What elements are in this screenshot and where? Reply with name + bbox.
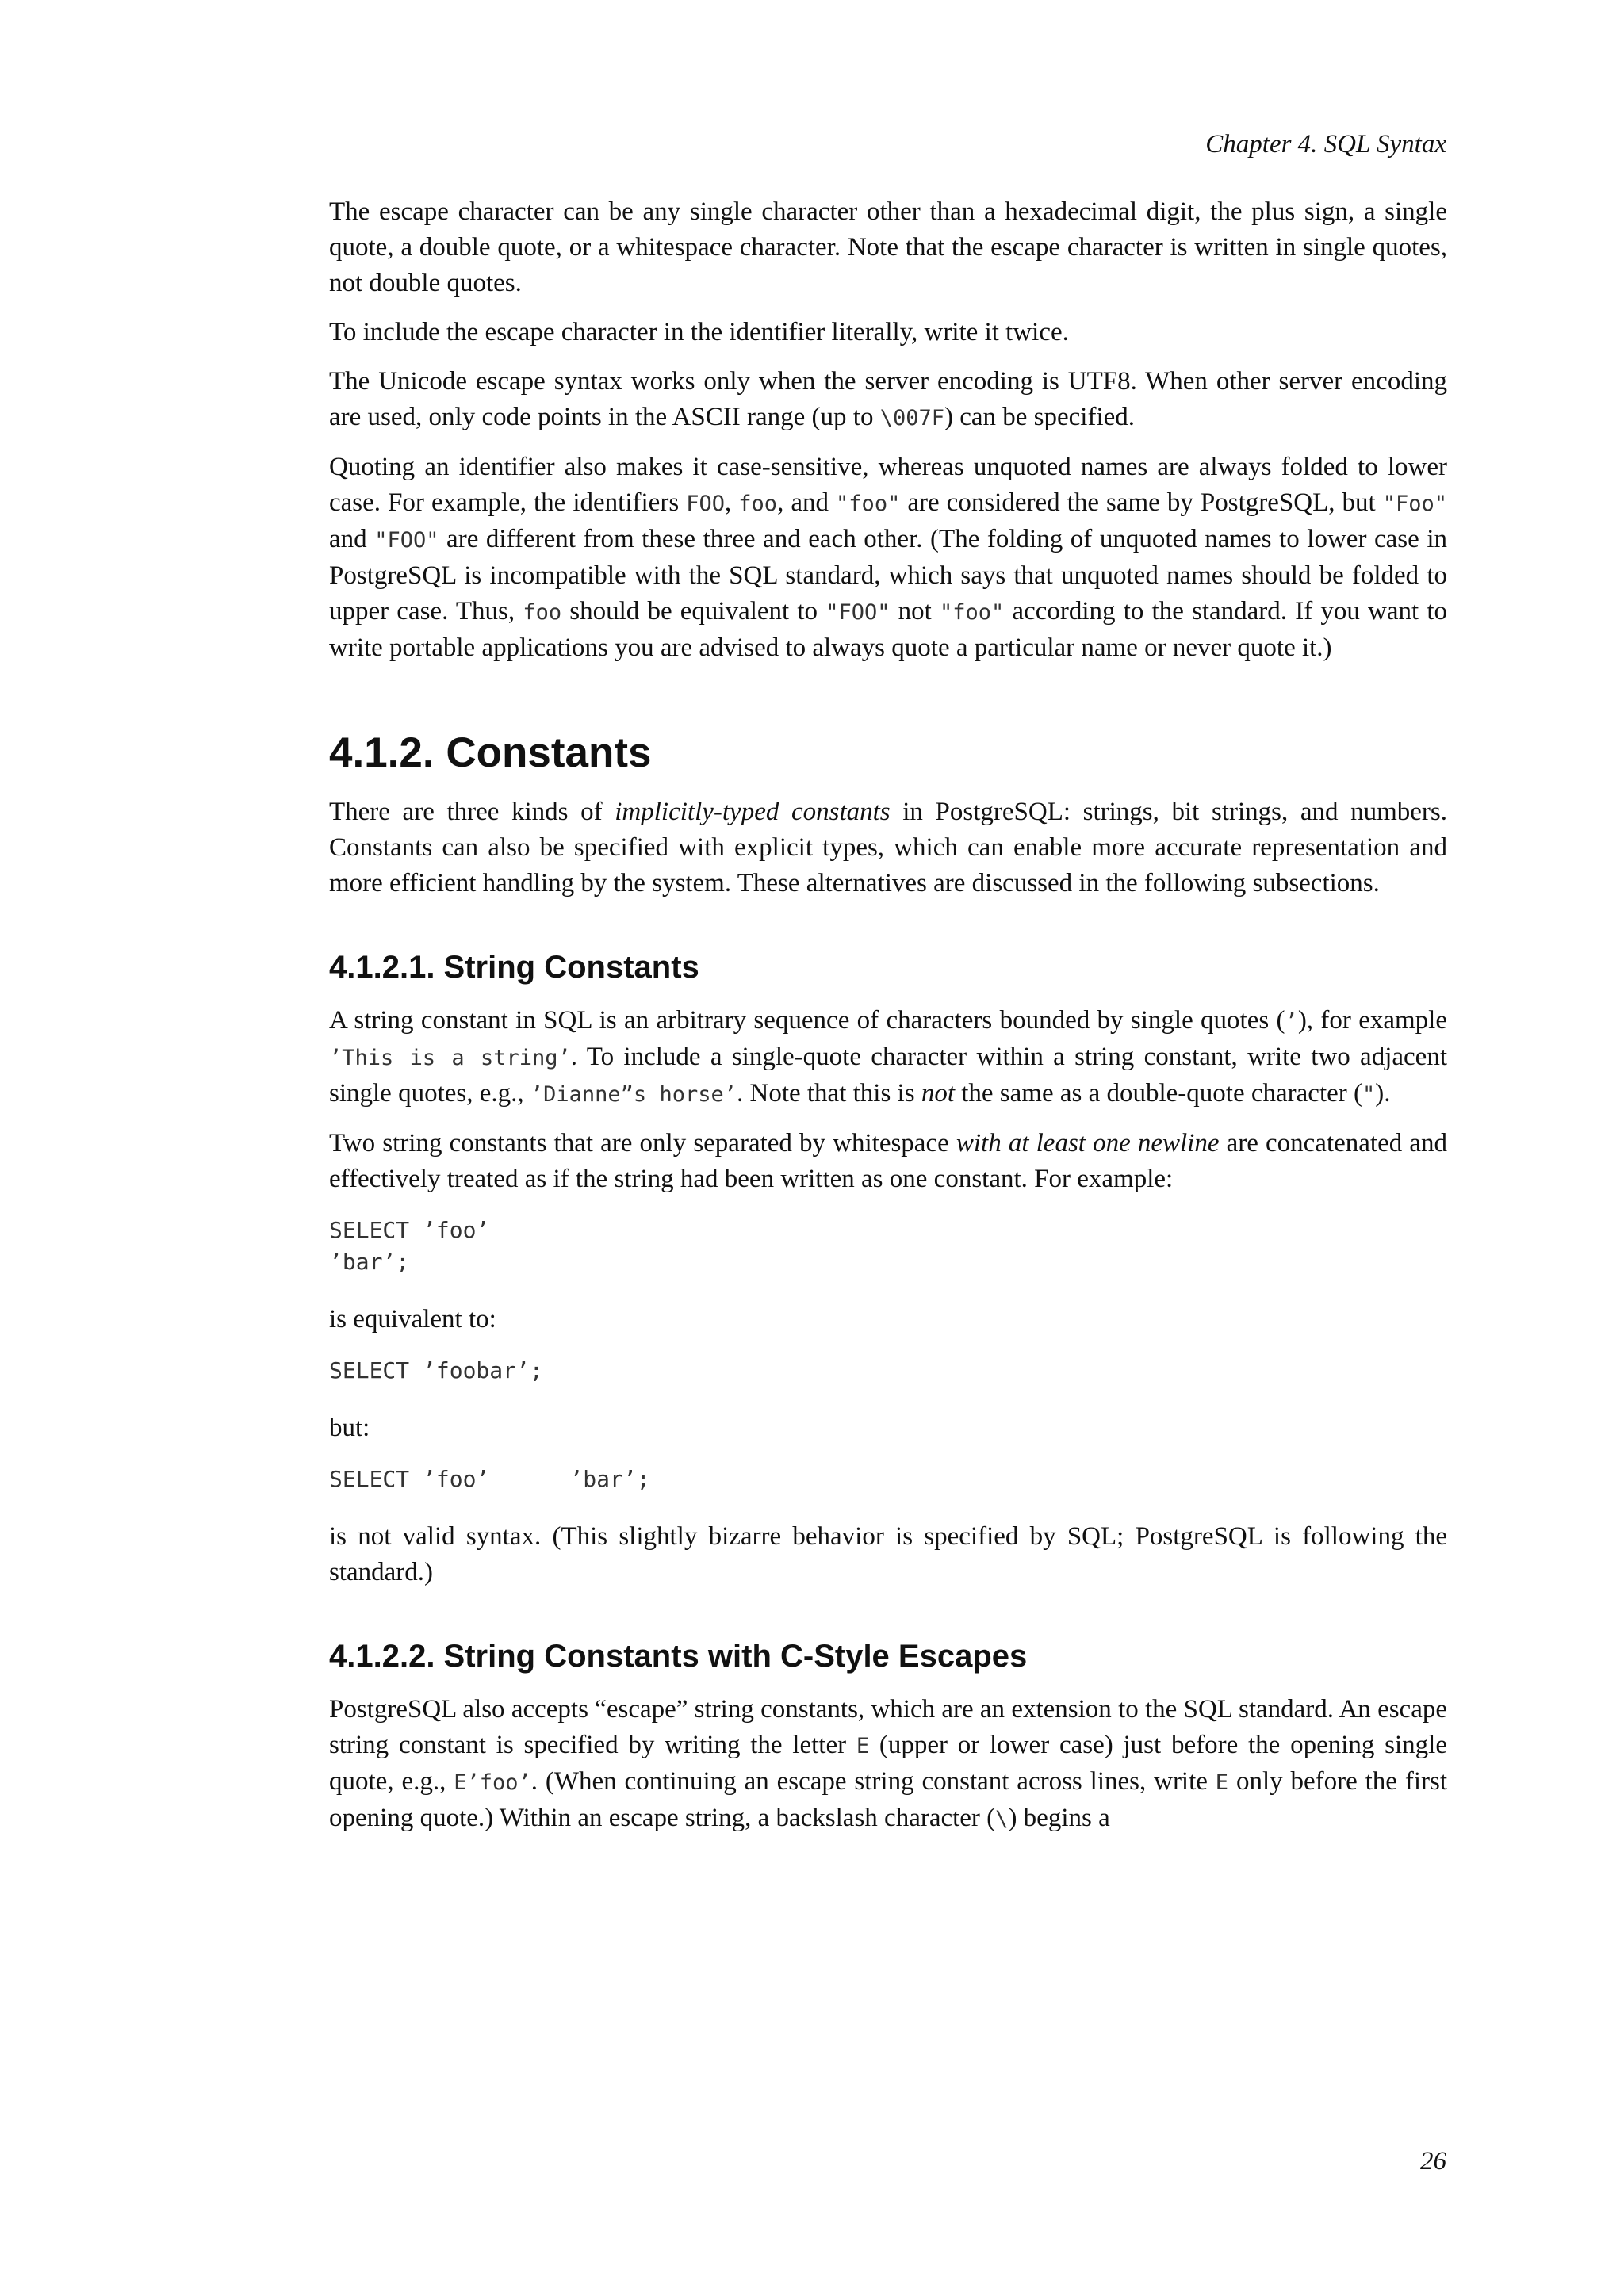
page-number: 26 <box>1420 2147 1446 2175</box>
inline-code: "FOO" <box>374 528 439 553</box>
paragraph-string-constant: A string constant in SQL is an arbitrary sequence of characters bounded by single quotes (’), for example ’This is a string’. To include a single-quote character within a string constant, write two adjacent single quotes, e.g., ’Dianne”s horse’. Note that this is not the same as a double-quote character ("). <box>329 1006 1447 1108</box>
paragraph-not-valid: is not valid syntax. (This slightly bizarre behavior is specified by SQL; PostgreSQL is following the standard.) <box>329 1522 1447 1586</box>
inline-code: E’foo’ <box>454 1770 531 1795</box>
code-example-invalid: SELECT ’foo’ ’bar’; <box>329 1466 650 1492</box>
paragraph-write-twice: To include the escape character in the identifier literally, write it twice. <box>329 318 1069 346</box>
paragraph-case-sensitive: Quoting an identifier also makes it case-sensitive, whereas unquoted names are always folded to lower case. For example, the identifiers FOO, foo, and "foo" are considered the same by PostgreSQL, but "Foo" and "FOO" are different from these three and each other. (The folding of unquoted names to lower case in PostgreSQL is incompatible with the SQL standard, which says that unquoted names should be folded to upper case. Thus, foo should be equivalent to "FOO" not "foo" according to the standard. If you want to write portable applications you are advised to always quote a particular name or never quote it.) <box>329 453 1448 662</box>
inline-code: ’This is a string’ <box>329 1046 571 1070</box>
page-content <box>329 194 1447 1850</box>
inline-code: \007F <box>879 406 944 430</box>
inline-code: "Foo" <box>1382 492 1448 516</box>
code-example-foobar: SELECT ’foobar’; <box>329 1357 543 1383</box>
inline-code: "foo" <box>836 492 901 516</box>
inline-code: E <box>856 1734 870 1758</box>
section-heading-constants: 4.1.2. Constants <box>329 729 652 776</box>
running-header: Chapter 4. SQL Syntax <box>1205 130 1446 159</box>
inline-code: FOO <box>686 492 725 516</box>
paragraph-concatenation: Two string constants that are only separated by whitespace with at least one newline are concatenated and effectively treated as if the string had been written as one constant. For example: <box>329 1129 1447 1193</box>
inline-code: " <box>1362 1082 1376 1107</box>
inline-code: ’Dianne”s horse’ <box>530 1082 737 1107</box>
code-example-concat: SELECT ’foo’ ’bar’; <box>329 1217 490 1275</box>
inline-code: \ <box>995 1807 1009 1831</box>
inline-code: foo <box>523 600 562 625</box>
paragraph-but: but: <box>329 1414 370 1442</box>
subsection-heading-c-style-escapes: 4.1.2.2. String Constants with C-Style Escapes <box>329 1639 1028 1674</box>
paragraph-equivalent: is equivalent to: <box>329 1305 496 1334</box>
inline-code: "foo" <box>939 600 1005 625</box>
inline-code: foo <box>738 492 778 516</box>
subsection-heading-string-constants: 4.1.2.1. String Constants <box>329 950 699 985</box>
paragraph-escape-character: The escape character can be any single character other than a hexadecimal digit, the plus sign, a single quote, a double quote, or a whitespace character. Note that the escape character is written in single quotes, not double quotes. <box>329 197 1447 297</box>
paragraph-constants-intro: There are three kinds of implicitly-typed constants in PostgreSQL: strings, bit strings, and numbers. Constants can also be specified with explicit types, which can enable more accurate representation and more efficient handling by the system. These alternatives are discussed in the following subsections. <box>329 798 1447 897</box>
inline-code: "FOO" <box>825 600 891 625</box>
paragraph-escape-strings: PostgreSQL also accepts “escape” string constants, which are an extension to the SQL standard. An escape string constant is specified by writing the letter E (upper or lower case) just before the opening single quote, e.g., E’foo’. (When continuing an escape string constant across lines, write E only before the first opening quote.) Within an escape string, a backslash character (\) begins a <box>329 1695 1447 1832</box>
inline-code: E <box>1215 1770 1229 1795</box>
inline-code: ’ <box>1285 1009 1298 1034</box>
paragraph-unicode-escape: The Unicode escape syntax works only when the server encoding is UTF8. When other server encoding are used, only code points in the ASCII range (up to \007F) can be specified. <box>329 367 1447 431</box>
